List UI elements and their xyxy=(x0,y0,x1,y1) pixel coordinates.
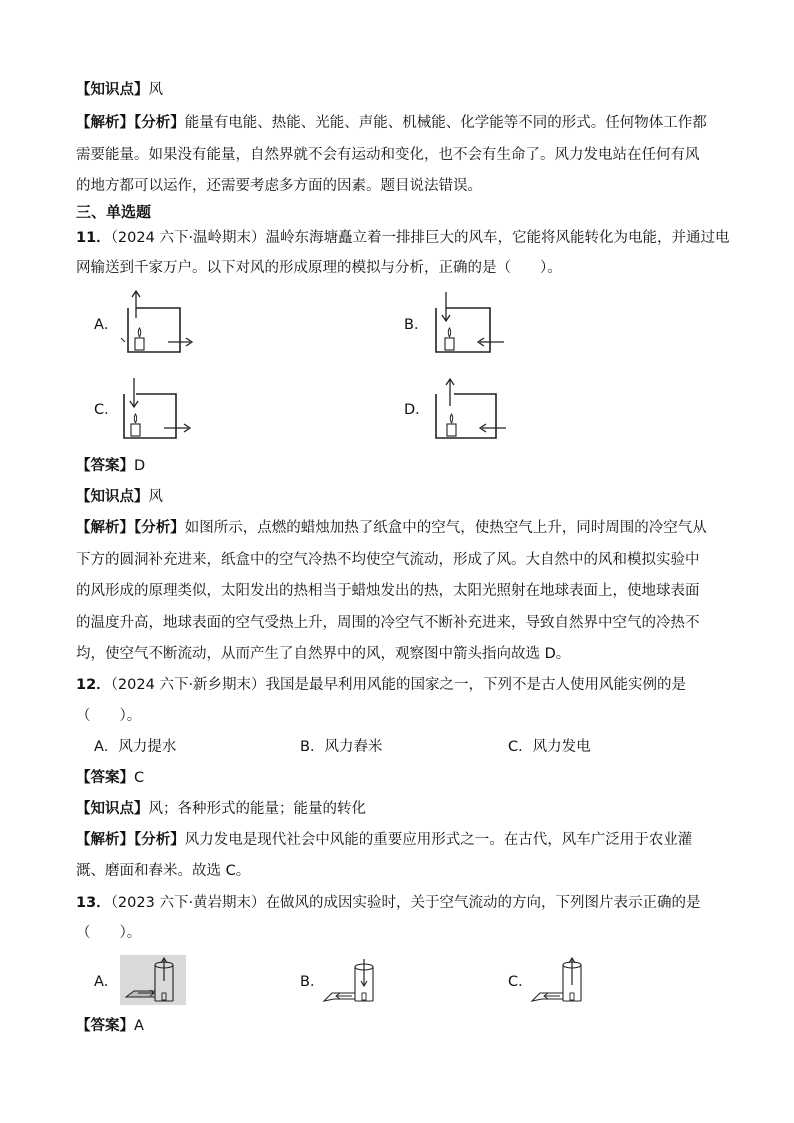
knowledge-point-line xyxy=(76,487,163,507)
answer-value: D xyxy=(134,458,146,474)
chimney-diagram-b xyxy=(320,955,390,1007)
section-title: 三、单选题 xyxy=(76,203,152,221)
question-number: 13． xyxy=(76,895,111,911)
analysis-text: 的温度升高，地球表面的空气受热上升，周围的冷空气不断补充进来，导致自然界中空气的冷热不 xyxy=(76,615,700,631)
option-b-label[interactable]: B． xyxy=(404,317,429,333)
chimney-diagram-c xyxy=(528,955,598,1007)
question-text: （ ）。 xyxy=(76,708,142,724)
analysis-tag: 【解析】【分析】 xyxy=(76,115,185,131)
answer-line xyxy=(76,456,145,476)
question-number: 12． xyxy=(76,677,111,693)
knowledge-point-tag: 【知识点】 xyxy=(76,489,149,505)
knowledge-point-line xyxy=(76,80,163,100)
chimney-diagram-a xyxy=(120,955,190,1007)
knowledge-point-tag: 【知识点】 xyxy=(76,82,149,98)
knowledge-point-text: 风；各种形式的能量；能量的转化 xyxy=(148,801,366,817)
question-11-stem xyxy=(76,228,730,248)
question-13-stem xyxy=(76,893,701,913)
question-source: （2024 六下·新乡期末） xyxy=(110,677,266,693)
option-a-label[interactable]: A． xyxy=(94,317,119,333)
analysis-line xyxy=(76,830,692,850)
option-c-label[interactable]: C． xyxy=(508,974,533,990)
answer-value: A xyxy=(134,1018,144,1034)
question-number: 11． xyxy=(76,230,111,246)
analysis-text: 均，使空气不断流动，从而产生了自然界中的风，观察图中箭头指向故选 D。 xyxy=(76,646,571,662)
analysis-text: 的地方都可以运作，还需要考虑多方面的因素。题目说法错误。 xyxy=(76,178,482,194)
answer-line xyxy=(76,1016,144,1036)
analysis-text: 的风形成的原理类似，太阳发出的热相当于蜡烛发出的热，太阳光照射在地球表面上，使地球表面 xyxy=(76,583,700,599)
candle-box-diagram-b xyxy=(428,290,518,360)
option-c-label[interactable]: C． xyxy=(94,402,119,418)
question-source: （2023 六下·黄岩期末） xyxy=(110,895,266,911)
analysis-text: 风力发电是现代社会中风能的重要应用形式之一。在古代，风车广泛用于农业灌 xyxy=(184,832,693,848)
analysis-tag: 【解析】【分析】 xyxy=(76,520,185,536)
answer-line xyxy=(76,768,144,788)
answer-tag: 【答案】 xyxy=(76,1018,134,1034)
question-text: 温岭东海塘矗立着一排排巨大的风车，它能将风能转化为电能，并通过电 xyxy=(265,230,730,246)
analysis-text: 能量有电能、热能、光能、声能、机械能、化学能等不同的形式。任何物体工作都 xyxy=(184,115,707,131)
knowledge-point-text: 风 xyxy=(148,489,163,505)
knowledge-point-text: 风 xyxy=(148,82,163,98)
option-a-label[interactable]: A． xyxy=(94,974,119,990)
knowledge-point-tag: 【知识点】 xyxy=(76,801,149,817)
answer-tag: 【答案】 xyxy=(76,770,134,786)
question-text: 我国是最早利用风能的国家之一，下列不是古人使用风能实例的是 xyxy=(265,677,687,693)
option-d-label[interactable]: D． xyxy=(404,402,430,418)
answer-tag: 【答案】 xyxy=(76,458,134,474)
analysis-line xyxy=(76,113,707,133)
question-text: 在做风的成因实验时，关于空气流动的方向，下列图片表示正确的是 xyxy=(265,895,701,911)
option-b[interactable]: B．风力舂米 xyxy=(300,739,383,755)
analysis-text: 下方的圆洞补充进来，纸盒中的空气冷热不均使空气流动，形成了风。大自然中的风和模拟实验中 xyxy=(76,552,700,568)
analysis-text: 需要能量。如果没有能量，自然界就不会有运动和变化，也不会有生命了。风力发电站在任何有风 xyxy=(76,147,700,163)
question-text: 网输送到千家万户。以下对风的形成原理的模拟与分析，正确的是（ ）。 xyxy=(76,260,562,276)
analysis-tag: 【解析】【分析】 xyxy=(76,832,185,848)
candle-box-diagram-a xyxy=(118,290,208,360)
analysis-line xyxy=(76,518,707,538)
analysis-text: 如图所示，点燃的蜡烛加热了纸盒中的空气，使热空气上升，同时周围的冷空气从 xyxy=(184,520,707,536)
question-12-stem xyxy=(76,675,686,695)
question-source: （2024 六下·温岭期末） xyxy=(110,230,266,246)
option-a[interactable]: A．风力提水 xyxy=(94,739,177,755)
option-b-label[interactable]: B． xyxy=(300,974,325,990)
analysis-text: 溉、磨面和舂米。故选 C。 xyxy=(76,863,251,879)
option-c[interactable]: C．风力发电 xyxy=(508,739,591,755)
answer-value: C xyxy=(134,770,145,786)
question-text: （ ）。 xyxy=(76,925,142,941)
candle-box-diagram-c xyxy=(118,376,208,446)
knowledge-point-line xyxy=(76,799,366,819)
candle-box-diagram-d xyxy=(428,376,518,446)
